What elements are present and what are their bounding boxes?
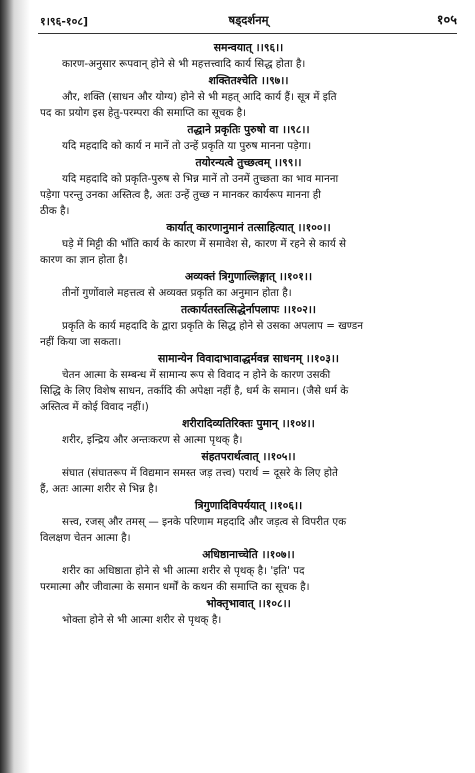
- commentary-line: कारण-अनुसार रूपवान् होने से भी महत्तत्त्वादि कार्य सिद्ध होता है।: [62, 58, 306, 70]
- commentary-paragraph: [40, 318, 457, 350]
- commentary-line: यदि महदादि को कार्य न मानें तो उन्हें प्रकृति या पुरुष मानना पड़ेगा।: [62, 140, 312, 152]
- commentary-line: विलक्षण चेतन आत्मा है।: [40, 532, 131, 544]
- commentary-line: घड़े में मिट्टी की भाँति कार्य के कारण में समावेश से, कारण में रहने से कार्य से: [62, 238, 347, 250]
- commentary-paragraph: [40, 465, 457, 497]
- commentary-paragraph: [40, 563, 457, 595]
- sutra-heading: अधिष्ठानाच्चेति ।।१०७।।: [202, 548, 295, 561]
- commentary-line: चेतन आत्मा के सम्बन्ध में सामान्य रूप से विवाद न होने के कारण उसकी: [62, 369, 331, 381]
- commentary-line: प्रकृति के कार्य महदादि के द्वारा प्रकृति के सिद्ध होने से उसका अपलाप = खण्डन: [62, 320, 363, 332]
- commentary-line: अस्तित्व में कोई विवाद नहीं।): [40, 401, 149, 413]
- commentary-line: और, शक्ति (साधन और योग्य) होने से भी महत् आदि कार्य हैं। सूत्र में इति: [62, 91, 337, 103]
- commentary-paragraph: [40, 171, 457, 219]
- commentary-line: सिद्धि के लिए विशेष साधन, तर्कादि की अपेक्षा नहीं है, धर्म के समान। (जैसे धर्म के: [40, 385, 349, 397]
- commentary-line: कारण का ज्ञान होता है।: [40, 254, 128, 266]
- sutra-heading: तत्कार्यतस्तत्सिद्धेर्नापलापः ।।१०२।।: [180, 303, 317, 316]
- commentary-line: तीनों गुणोंवाले महत्तत्व से अव्यक्त प्रकृति का अनुमान होता है।: [62, 287, 292, 299]
- sutra-heading: अव्यक्तं त्रिगुणाल्लिङ्गात् ।।१०१।।: [184, 270, 313, 283]
- sutra-heading: भोक्तृभावात् ।।१०८।।: [206, 597, 291, 610]
- sutra-heading: शक्तितश्चेति ।।९७।।: [208, 74, 289, 87]
- sutra-heading: कार्यात् कारणानुमानं तत्साहित्यात् ।।१००।।: [166, 221, 331, 234]
- commentary-paragraph: [40, 432, 457, 448]
- page-number: १०५: [436, 13, 457, 28]
- commentary-line: शरीर, इन्द्रिय और अन्तःकरण से आत्मा पृथक् है।: [62, 434, 243, 446]
- page-header: [40, 10, 457, 32]
- sutra-heading: समन्वयात् ।।९६।।: [213, 41, 284, 54]
- commentary-paragraph: [40, 138, 457, 154]
- commentary-line: नहीं किया जा सकता।: [40, 336, 122, 348]
- commentary-line: परमात्मा और जीवात्मा के समान धर्मों के कथन की समाप्ति का सूचक है।: [40, 581, 310, 593]
- sutra-range: १।९६-१०८]: [40, 15, 89, 28]
- commentary-paragraph: [40, 89, 457, 121]
- commentary-paragraph: [40, 236, 457, 268]
- sutra-heading: संहतपरार्थत्वात् ।।१०५।।: [201, 450, 296, 463]
- header-rule: [38, 33, 457, 34]
- commentary-paragraph: [40, 367, 457, 415]
- commentary-line: हैं, अतः आत्मा शरीर से भिन्न है।: [40, 483, 158, 495]
- commentary-line: पद का प्रयोग इस हेतु-परम्परा की समाप्ति का सूचक है।: [40, 107, 247, 119]
- sutra-heading: तद्धाने प्रकृतिः पुरुषो वा ।।९८।।: [187, 123, 310, 136]
- commentary-line: भोक्ता होने से भी आत्मा शरीर से पृथक् है।: [62, 614, 222, 626]
- commentary-line: सत्त्व, रजस् और तमस् — इनके परिणाम महदादि और जड़त्व से विपरीत एक: [62, 516, 347, 528]
- commentary-paragraph: [40, 612, 457, 628]
- sutra-heading: सामान्येन विवादाभावाद्धर्मवन्न साधनम् ।।१०३।।: [157, 352, 339, 365]
- sutra-heading: तयोरन्यत्वे तुच्छत्वम् ।।९९।।: [195, 156, 302, 169]
- commentary-line: संघात (संघातरूप में विद्यमान समस्त जड़ तत्त्व) परार्थ = दूसरे के लिए होते: [62, 467, 338, 479]
- commentary-line: पड़ेगा परन्तु उनका अस्तित्व है, अतः उन्हें तुच्छ न मानकर कार्यरूप मानना ही: [40, 189, 321, 201]
- commentary-paragraph: [40, 285, 457, 301]
- commentary-paragraph: [40, 514, 457, 546]
- running-title: षड्दर्शनम्: [228, 13, 269, 27]
- commentary-line: ठीक है।: [40, 205, 70, 217]
- page-body: [40, 40, 457, 629]
- sutra-heading: शरीरादिव्यतिरिक्तः पुमान् ।।१०४।।: [182, 417, 315, 430]
- sutra-heading: त्रिगुणादिविपर्ययात् ।।१०६।।: [194, 499, 303, 512]
- commentary-paragraph: [40, 56, 457, 72]
- commentary-line: यदि महदादि को प्रकृति-पुरुष से भिन्न मानें तो उनमें तुच्छता का भाव मानना: [62, 173, 339, 185]
- commentary-line: शरीर का अधिष्ठाता होने से भी आत्मा शरीर से पृथक् है। 'इति' पद: [62, 565, 305, 577]
